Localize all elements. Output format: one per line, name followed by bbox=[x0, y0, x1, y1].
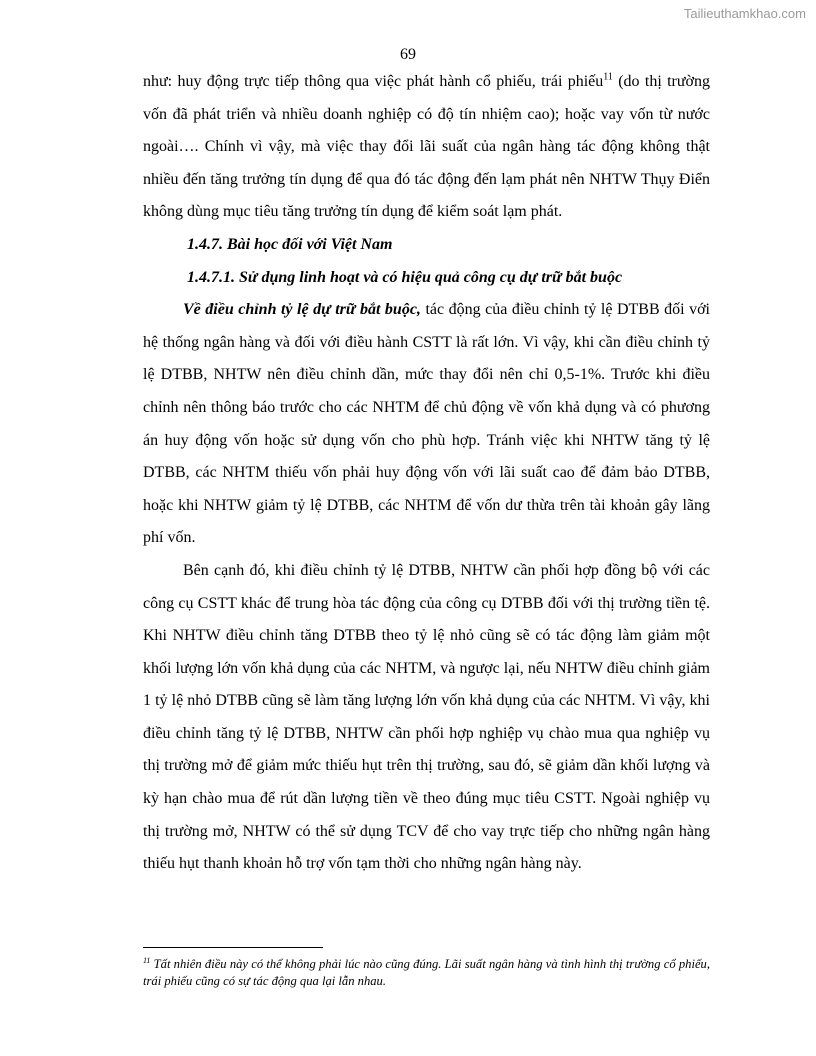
paragraph-reserve-ratio bbox=[143, 294, 710, 555]
footnote-text: Tất nhiên điều này có thể không phải lúc nào cũng đúng. Lãi suất ngân hàng và tình hình thị trường cổ phiếu, trái phiếu cũng có sự tác động qua lại lẫn nhau. bbox=[143, 957, 710, 988]
section-heading: 1.4.7. Bài học đối với Việt Nam bbox=[187, 235, 393, 253]
watermark: Tailieuthamkhao.com bbox=[683, 6, 806, 21]
subsection-heading: 1.4.7.1. Sử dụng linh hoạt và có hiệu quả công cụ dự trữ bắt buộc bbox=[187, 268, 623, 286]
paragraph-continuation bbox=[143, 66, 710, 229]
paragraph-text: (do thị trường vốn đã phát triển và nhiều doanh nghiệp có độ tín nhiệm cao); hoặc vay vốn từ nước ngoài…. Chính vì vậy, mà việc thay đổi lãi suất của ngân hàng tác động không thật nhiều đến tăng trưởng tín dụng để qua đó tác động đến lạm phát nên NHTW Thụy Điển không dùng mục tiêu tăng trưởng tín dụng để kiểm soát lạm phát. bbox=[143, 73, 711, 221]
footnote-number: 11 bbox=[143, 955, 151, 965]
paragraph-lead: Về điều chỉnh tỷ lệ dự trữ bắt buộc, bbox=[183, 301, 421, 319]
paragraph-coordination: Bên cạnh đó, khi điều chỉnh tỷ lệ DTBB, NHTW cần phối hợp đồng bộ với các công cụ CSTT khác để trung hòa tác động của công cụ DTBB đối với thị trường tiền tệ. Khi NHTW điều chỉnh tăng DTBB theo tỷ lệ nhỏ cũng sẽ có tác động làm giảm một khối lượng lớn vốn khả dụng của các NHTM, và ngược lại, nếu NHTW điều chỉnh giảm 1 tỷ lệ nhỏ DTBB cũng sẽ làm tăng lượng lớn vốn khả dụng của các NHTM. Vì vậy, khi điều chỉnh tăng tỷ lệ DTBB, NHTW cần phối hợp nghiệp vụ chào mua qua nghiệp vụ thị trường mở để giảm mức thiếu hụt trên thị trường, sau đó, sẽ giảm dần khối lượng và kỳ hạn chào mua để rút dần lượng tiền về theo đúng mục tiêu CSTT. Ngoài nghiệp vụ thị trường mở, NHTW có thể sử dụng TCV để cho vay trực tiếp cho những ngân hàng thiếu hụt thanh khoản hỗ trợ vốn tạm thời cho những ngân hàng này. bbox=[143, 561, 710, 873]
page-number: 69 bbox=[400, 46, 416, 63]
document-body bbox=[143, 66, 710, 881]
paragraph-text: như: huy động trực tiếp thông qua việc phát hành cổ phiếu, trái phiếu bbox=[143, 73, 604, 90]
paragraph-text: tác động của điều chỉnh tỷ lệ DTBB đối với hệ thống ngân hàng và đối với điều hành CSTT là rất lớn. Vì vậy, khi cần điều chỉnh tỷ lệ DTBB, NHTW nên điều chỉnh dần, mức thay đổi nên chỉ 0,5-1%. Trước khi điều chỉnh nên thông báo trước cho các NHTM để chủ động về vốn khả dụng và có phương án huy động vốn hoặc sử dụng vốn cho phù hợp. Tránh việc khi NHTW tăng tỷ lệ DTBB, các NHTM thiếu vốn phải huy động vốn với lãi suất cao để đảm bảo DTBB, hoặc khi NHTW giảm tỷ lệ DTBB, các NHTM để vốn dư thừa trên tài khoản gây lãng phí vốn. bbox=[143, 301, 711, 547]
footnote-reference[interactable]: 11 bbox=[603, 71, 613, 83]
footnote bbox=[143, 956, 710, 990]
footnote-divider bbox=[143, 947, 323, 948]
